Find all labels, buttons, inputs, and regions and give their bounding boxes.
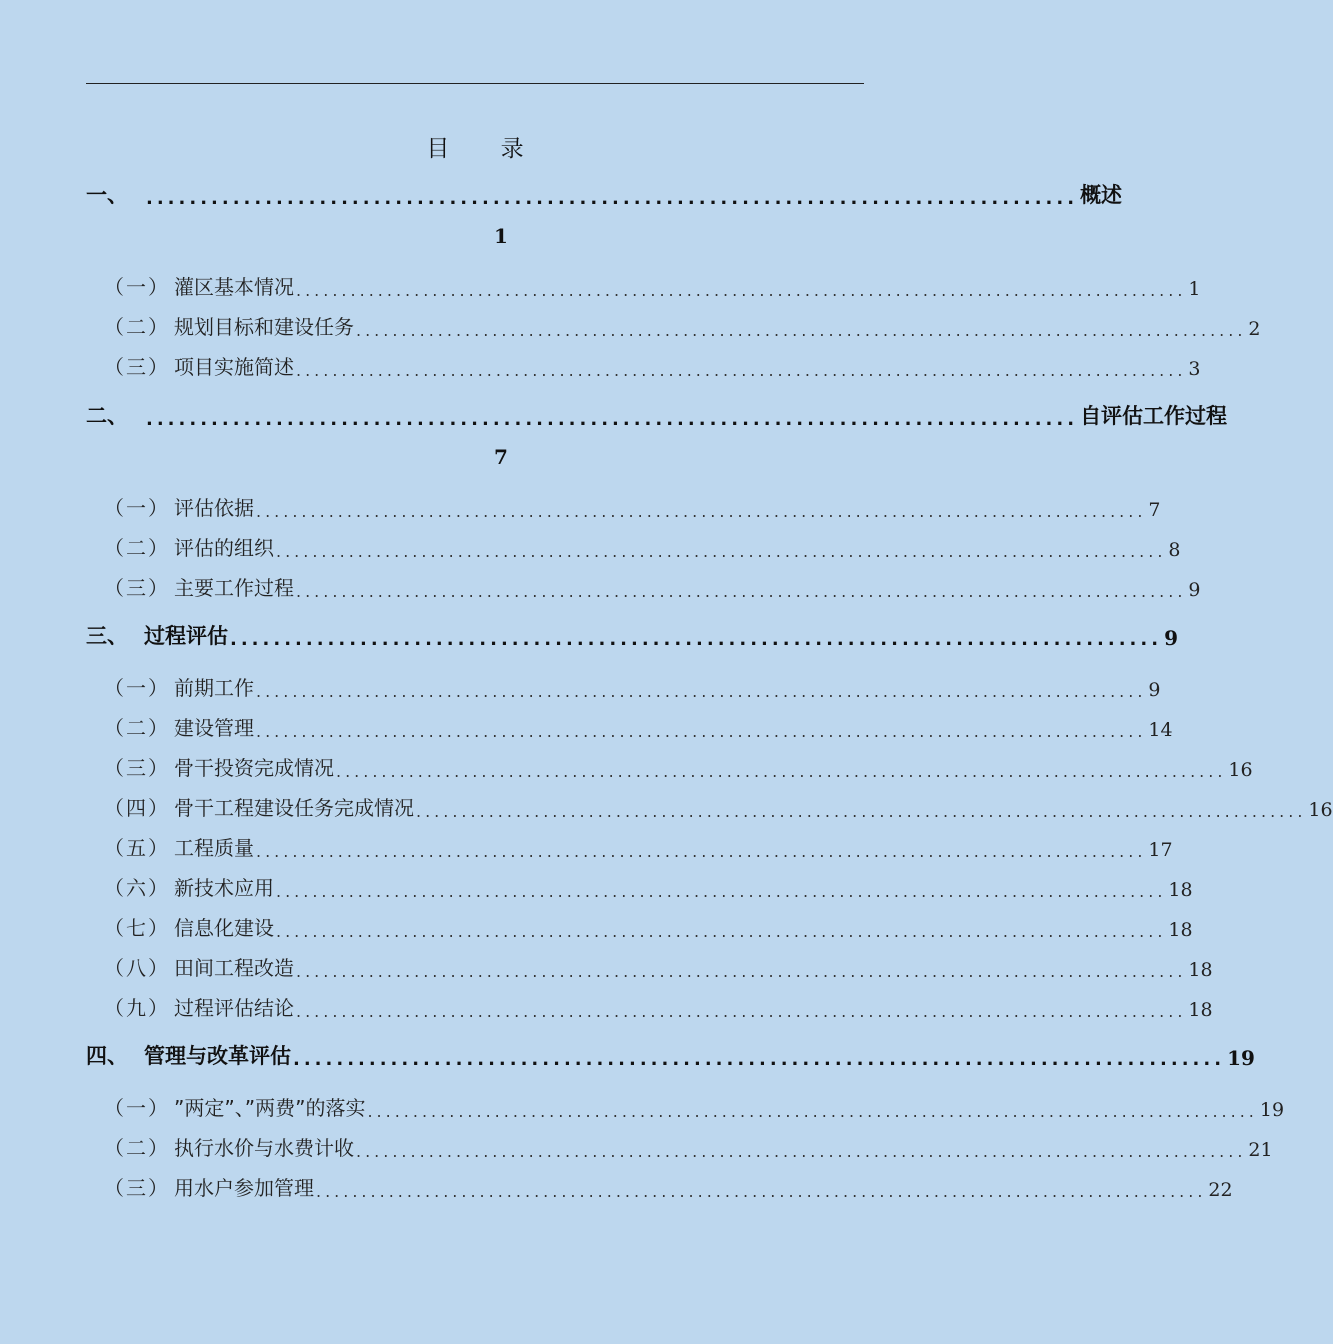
leader-dots: .................................................................................................. (316, 1182, 1207, 1201)
leader-dots: .................................................................................................. (256, 502, 1147, 521)
leader-dots: .................................................................................................. (367, 1102, 1258, 1121)
section-label: 项目实施简述 (174, 355, 294, 379)
toc-section[interactable] (104, 352, 1201, 380)
section-label: 执行水价与水费计收 (174, 1136, 354, 1160)
toc-section[interactable] (104, 493, 1161, 521)
toc-section[interactable] (104, 1173, 1233, 1201)
chapter-page-number: 1 (494, 224, 508, 248)
section-number: （一） (104, 676, 170, 700)
section-label: 田间工程改造 (174, 956, 294, 980)
section-page-number: 16 (1228, 759, 1253, 781)
leader-dots: .................................................................................................. (296, 962, 1187, 981)
section-number: （四） (104, 796, 170, 820)
section-number: （六） (104, 876, 170, 900)
section-label: 新技术应用 (174, 876, 274, 900)
leader-dots: .................................................................................................. (356, 1142, 1247, 1161)
section-number: （二） (104, 716, 170, 740)
chapter-number: 三、 (86, 624, 128, 648)
section-page-number: 8 (1168, 539, 1181, 561)
leader-dots: .................................................................................................. (256, 842, 1147, 861)
section-page-number: 18 (1168, 919, 1193, 941)
section-page-number: 14 (1148, 719, 1173, 741)
section-label: 用水户参加管理 (174, 1176, 314, 1200)
section-label: 骨干投资完成情况 (174, 756, 334, 780)
chapter-page-number: 9 (1164, 626, 1178, 650)
section-number: （三） (104, 1176, 170, 1200)
chapter-number: 二、 (86, 404, 128, 428)
toc-section[interactable] (104, 533, 1181, 561)
section-page-number: 21 (1248, 1139, 1273, 1161)
toc-section[interactable] (104, 793, 1333, 821)
section-label: 建设管理 (174, 716, 254, 740)
leader-dots: .................................................................................................. (336, 762, 1227, 781)
section-page-number: 19 (1259, 1099, 1285, 1121)
toc-chapter-4[interactable] (86, 1042, 1255, 1070)
leader-dots: .................................................................................................. (296, 281, 1187, 300)
section-page-number: 7 (1148, 499, 1161, 521)
chapter-page-number: 19 (1227, 1046, 1255, 1070)
chapter-label: 过程评估 (144, 624, 228, 648)
section-number: （一） (104, 1096, 170, 1120)
leader-dots: .................................................................................................. (256, 682, 1147, 701)
section-label: 信息化建设 (174, 916, 274, 940)
leader-dots: .................................................................................................. (256, 722, 1147, 741)
toc-section[interactable] (104, 753, 1253, 781)
section-number: （三） (104, 576, 170, 600)
header-rule (86, 83, 864, 84)
toc-chapter-3[interactable] (86, 622, 1178, 650)
toc-section[interactable] (104, 573, 1201, 601)
section-page-number: 18 (1188, 999, 1213, 1021)
leader-dots: ...................................................................................... (146, 188, 1079, 209)
toc-section[interactable] (104, 713, 1173, 741)
section-number: （七） (104, 916, 170, 940)
toc-section[interactable] (104, 272, 1201, 300)
section-page-number: 2 (1248, 318, 1261, 340)
section-number: （二） (104, 315, 170, 339)
section-number: （二） (104, 1136, 170, 1160)
leader-dots: .................................................................................................. (276, 922, 1167, 941)
section-number: （三） (104, 355, 170, 379)
toc-section[interactable] (104, 1133, 1273, 1161)
toc-section[interactable] (104, 993, 1213, 1021)
chapter-number: 一、 (86, 183, 128, 207)
section-page-number: 17 (1148, 839, 1173, 861)
section-page-number: 18 (1168, 879, 1193, 901)
toc-section[interactable] (104, 1093, 1285, 1121)
toc-section[interactable] (104, 312, 1261, 340)
toc-section[interactable] (104, 953, 1213, 981)
leader-dots: .................................................................................................. (276, 542, 1167, 561)
leader-dots: .................................................................................................. (296, 361, 1187, 380)
section-label: 骨干工程建设任务完成情况 (174, 796, 414, 820)
section-label: 主要工作过程 (174, 576, 294, 600)
section-label: 规划目标和建设任务 (174, 315, 354, 339)
section-number: （一） (104, 496, 170, 520)
section-page-number: 22 (1208, 1179, 1233, 1201)
toc-section[interactable] (104, 873, 1193, 901)
section-page-number: 3 (1188, 358, 1201, 380)
leader-dots: ...................................................................................... (146, 409, 1079, 430)
section-label: 过程评估结论 (174, 996, 294, 1020)
section-page-number: 16 (1308, 799, 1333, 821)
toc-section[interactable] (104, 913, 1193, 941)
chapter-label: 概述 (1080, 183, 1123, 207)
leader-dots: .................................................................................................. (296, 1002, 1187, 1021)
chapter-label: 管理与改革评估 (144, 1044, 291, 1068)
leader-dots: .................................................................................................. (356, 321, 1247, 340)
toc-section[interactable] (104, 833, 1173, 861)
toc-section[interactable] (104, 673, 1161, 701)
section-number: （二） (104, 536, 170, 560)
leader-dots: .................................................................................................. (296, 582, 1187, 601)
chapter-number: 四、 (86, 1044, 128, 1068)
toc-chapter-1[interactable] (86, 181, 1123, 209)
section-number: （九） (104, 996, 170, 1020)
toc-chapter-2[interactable] (86, 402, 1228, 430)
section-label: ”两定”、”两费”的落实 (174, 1096, 366, 1120)
leader-dots: ...................................................................................... (293, 1049, 1226, 1070)
section-number: （一） (104, 275, 170, 299)
section-label: 前期工作 (174, 676, 254, 700)
section-label: 工程质量 (174, 836, 254, 860)
chapter-label: 自评估工作过程 (1080, 404, 1228, 428)
section-number: （五） (104, 836, 170, 860)
leader-dots: ...................................................................................... (230, 629, 1163, 650)
chapter-page-number: 7 (494, 445, 508, 469)
section-page-number: 18 (1188, 959, 1213, 981)
leader-dots: .................................................................................................. (276, 882, 1167, 901)
section-page-number: 9 (1188, 579, 1201, 601)
toc-title: 目 录 (426, 136, 546, 162)
section-label: 评估依据 (174, 496, 254, 520)
section-number: （八） (104, 956, 170, 980)
section-page-number: 9 (1148, 679, 1161, 701)
section-page-number: 1 (1188, 278, 1201, 300)
section-label: 灌区基本情况 (174, 275, 294, 299)
leader-dots: .................................................................................................. (416, 802, 1307, 821)
section-label: 评估的组织 (174, 536, 274, 560)
section-number: （三） (104, 756, 170, 780)
